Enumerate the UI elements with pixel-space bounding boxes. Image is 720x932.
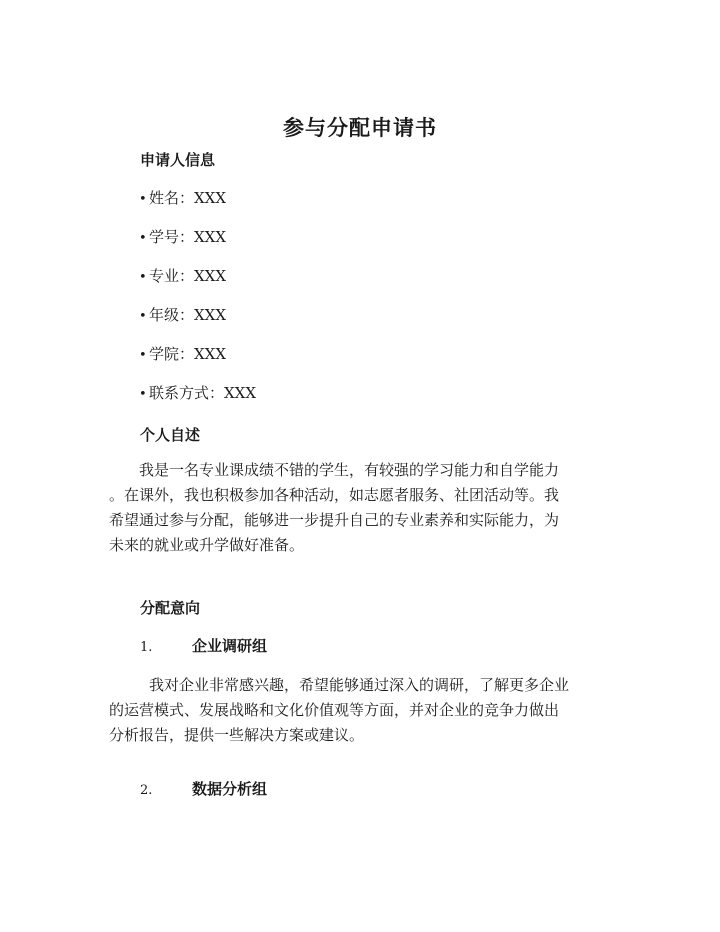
list-item-college — [139, 344, 226, 366]
paragraph-line: 希望通过参与分配，能够进一步提升自己的专业素养和实际能力，为 — [109, 511, 560, 529]
paragraph-line: 我是一名专业课成绩不错的学生，有较强的学习能力和自学能力 — [139, 461, 560, 479]
paragraph-line: 未来的就业或升学做好准备。 — [109, 536, 305, 554]
option-label: 企业调研组 — [192, 637, 268, 655]
applicant-info-heading: 申请人信息 — [140, 151, 216, 169]
list-item-grade — [139, 305, 226, 327]
list-item-text: 专业：XXX — [149, 267, 227, 285]
list-item-text: 年级：XXX — [149, 306, 227, 324]
paragraph-line: 的运营模式、发展战略和文化价值观等方面，并对企业的竞争力做出 — [109, 701, 560, 719]
paragraph-line: 。在课外，我也积极参加各种活动，如志愿者服务、社团活动等。我 — [109, 486, 560, 504]
self-statement-heading: 个人自述 — [140, 426, 201, 444]
paragraph-line: 我对企业非常感兴趣，希望能够通过深入的调研，了解更多企业 — [149, 676, 570, 694]
list-item-contact — [139, 383, 256, 405]
list-item-major — [139, 266, 226, 288]
bullet-icon: • — [139, 309, 147, 324]
option-data-analysis — [140, 778, 267, 799]
list-item-name — [139, 188, 226, 210]
option-number: 2. — [140, 783, 153, 798]
allocation-intent-heading: 分配意向 — [140, 599, 201, 617]
bullet-icon: • — [139, 270, 147, 285]
list-item-text: 联系方式：XXX — [149, 384, 257, 402]
paragraph-line: 分析报告，提供一些解决方案或建议。 — [109, 726, 365, 744]
list-item-text: 学号：XXX — [149, 228, 227, 246]
bullet-icon: • — [139, 348, 147, 363]
option-label: 数据分析组 — [192, 780, 268, 798]
option-number: 1. — [140, 640, 153, 655]
bullet-icon: • — [139, 387, 147, 402]
option-enterprise-research — [140, 635, 267, 656]
list-item-text: 姓名：XXX — [149, 189, 227, 207]
list-item-student-id — [139, 227, 226, 249]
bullet-icon: • — [139, 192, 147, 207]
document-title: 参与分配申请书 — [283, 115, 437, 140]
enterprise-research-paragraph — [109, 673, 614, 748]
bullet-icon: • — [139, 231, 147, 246]
self-statement-paragraph — [109, 458, 614, 558]
list-item-text: 学院：XXX — [149, 345, 227, 363]
